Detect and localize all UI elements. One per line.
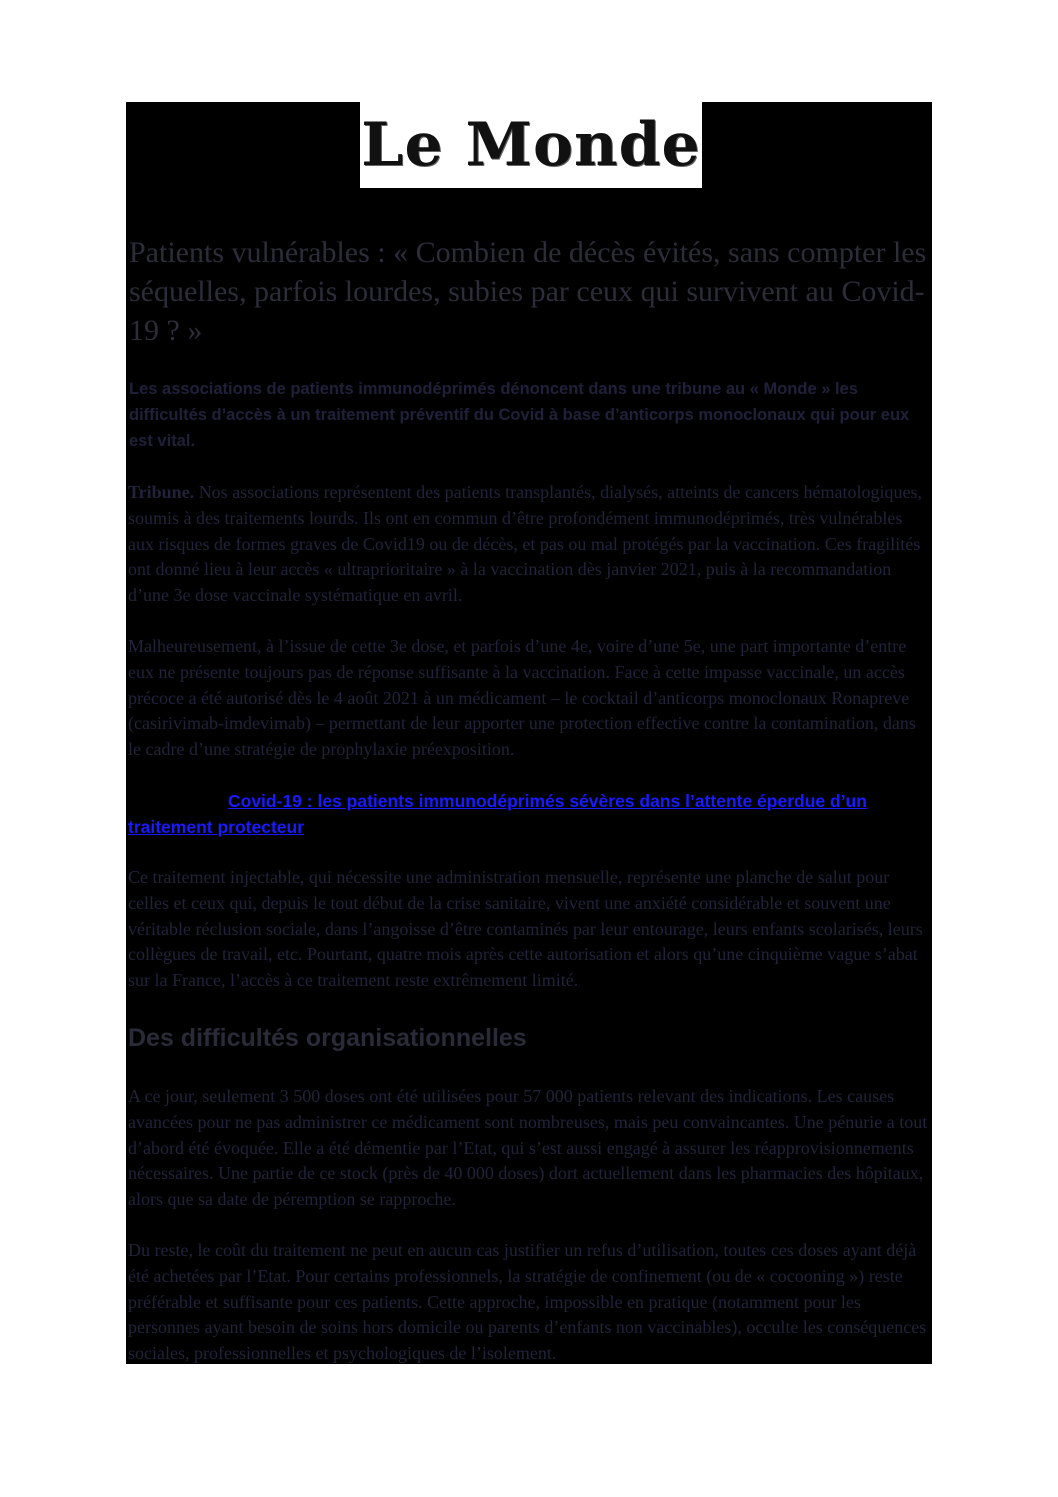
- masthead-logo: [360, 102, 702, 188]
- article-lead: Les associations de patients immunodéprimés dénoncent dans une tribune au « Monde » les difficultés d’accès à un traitement préventif du Covid à base d’anticorps monoclonaux qui pour eux est vital.: [129, 380, 910, 450]
- paragraph-1-text: Nos associations représentent des patients transplantés, dialysés, atteints de cancers hématologiques, soumis à des traitements lourds. Ils ont en commun d’être profondément immunodéprimés, très vulnérables aux risques de formes graves de Covid19 ou de décès, et pas ou mal protégés par la vaccination. Ces fragilités ont donné lieu à leur accès « ultraprioritaire » à la vaccination dès janvier 2021, puis à la recommandation d’une 3e dose vaccinale systématique en avril.: [128, 482, 922, 606]
- paragraph-1: [128, 480, 932, 609]
- section-subheading: Des difficultés organisationnelles: [128, 1024, 527, 1052]
- related-article: [128, 788, 932, 840]
- article-headline: Patients vulnérables : « Combien de décès évités, sans compter les séquelles, parfois lourdes, subies par ceux qui survivent au Covid-19 ? »: [129, 236, 927, 347]
- paragraph-2: Malheureusement, à l’issue de cette 3e dose, et parfois d’une 4e, voire d’une 5e, une part importante d’entre eux ne présente toujours pas de réponse suffisante à la vaccination. Face à cette impasse vaccinale, un accès précoce a été autorisé dès le 4 août 2021 à un médicament – le cocktail d’anticorps monoclonaux Ronapreve (casirivimab-imdevimab) – permettant de leur apporter une protection effective contre la contamination, dans le cadre d’une stratégie de prophylaxie préexposition.: [128, 636, 916, 760]
- paragraph-3: Ce traitement injectable, qui nécessite une administration mensuelle, représente une planche de salut pour celles et ceux qui, depuis le tout début de la crise sanitaire, vivent une anxiété considérable et souvent une véritable réclusion sociale, dans l’angoisse d’être contaminés par leur entourage, leurs enfants scolarisés, leurs collègues de travail, etc. Pourtant, quatre mois après cette autorisation et alors qu’une cinquième vague s’abat sur la France, l’accès à ce traitement reste extrêmement limité.: [128, 867, 923, 991]
- paragraph-5: Du reste, le coût du traitement ne peut en aucun cas justifier un refus d’utilisation, toutes ces doses ayant déjà été achetées par l’Etat. Pour certains professionnels, la stratégie de confinement (ou de « cocooning ») reste préférable et suffisante pour ces patients. Cette approche, impossible en pratique (notamment pour les personnes ayant besoin de soins hors domicile ou parents d’enfants non vaccinables), occulte les conséquences sociales, professionnelles et psychologiques de l’isolement.: [128, 1240, 927, 1364]
- paragraph-4: A ce jour, seulement 3 500 doses ont été utilisées pour 57 000 patients relevant des indications. Les causes avancées pour ne pas administrer ce médicament sont nombreuses, mais peu convaincantes. Une pénurie a tout d’abord été évoquée. Elle a été démentie par l’Etat, qui s’est aussi engagé à assurer les réapprovisionnements nécessaires. Une partie de ce stock (près de 40 000 doses) dort actuellement dans les pharmacies des hôpitaux, alors que sa date de péremption se rapproche.: [128, 1086, 928, 1210]
- logo-text: Le Monde: [361, 110, 701, 180]
- article-page: [126, 102, 932, 1364]
- tribune-label: Tribune.: [128, 482, 195, 502]
- related-article-link[interactable]: Covid-19 : les patients immunodéprimés sévères dans l’attente éperdue d’un traitement protecteur: [128, 791, 867, 837]
